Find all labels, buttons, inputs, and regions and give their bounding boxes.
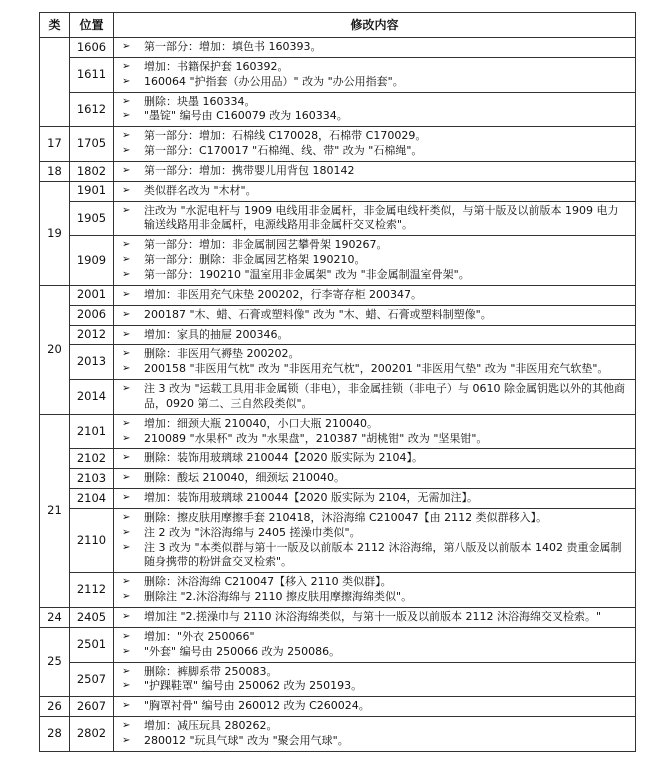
revision-text: 增加注 "2.搓澡巾与 2110 沐浴海绵类似，与第十一版及以前版本 2112 沐浴海绵交叉检索。" (144, 610, 602, 623)
revision-text: 第一部分：增加：填色书 160393。 (144, 40, 322, 53)
position-code: 2103 (70, 469, 114, 489)
revision-text: 删除：非医用气褥垫 200202。 (144, 347, 300, 361)
arrow-bullet-icon: ➢ (122, 680, 131, 692)
arrow-bullet-icon: ➢ (122, 700, 131, 712)
position-code: 2001 (70, 285, 114, 305)
revision-item (122, 40, 629, 55)
revision-text: 第一部分：C170017 "石棉绳、线、带" 改为 "石棉绳"。 (144, 144, 423, 158)
arrow-bullet-icon: ➢ (122, 288, 131, 300)
arrow-bullet-icon: ➢ (122, 541, 131, 553)
revision-text: 删除：沐浴海绵 C210047【移入 2110 类似群】。 (144, 575, 392, 589)
position-code: 1606 (70, 38, 114, 58)
revision-text: 增加：装饰用玻璃球 210044【2020 版实际为 2104，无需加注】。 (144, 491, 478, 505)
arrow-bullet-icon: ➢ (122, 511, 131, 523)
position-code: 2104 (70, 489, 114, 509)
revision-text: 增加：书籍保护套 160392。 (144, 59, 289, 73)
revision-item (122, 541, 629, 571)
revision-item (122, 362, 629, 377)
revision-content (114, 449, 636, 469)
revision-content (114, 345, 636, 380)
arrow-bullet-icon: ➢ (122, 328, 131, 340)
arrow-bullet-icon: ➢ (122, 720, 131, 732)
position-code: 2110 (70, 508, 114, 572)
revision-content (114, 127, 636, 162)
revision-item (122, 719, 629, 734)
table-row (40, 345, 636, 380)
revision-item (122, 610, 629, 625)
arrow-bullet-icon: ➢ (122, 383, 131, 395)
revision-item (122, 665, 629, 680)
revision-text: "墨锭" 编号由 C160079 改为 160334。 (144, 109, 348, 123)
arrow-bullet-icon: ➢ (122, 452, 131, 464)
table-row (40, 285, 636, 305)
table-row (40, 573, 636, 608)
revision-text: 删除：裤脚系带 250083。 (144, 664, 278, 678)
arrow-bullet-icon: ➢ (122, 611, 131, 622)
revision-item (122, 129, 629, 144)
arrow-bullet-icon: ➢ (122, 60, 131, 72)
position-code: 2102 (70, 449, 114, 469)
revision-text: "外套" 编号由 250066 改为 250086。 (144, 644, 341, 658)
revision-text: 注 2 改为 "沐浴海绵与 2405 搓澡巾类似"。 (144, 525, 361, 539)
revision-content (114, 305, 636, 325)
revision-text: 删除：装饰用玻璃球 210044【2020 版实际为 2104】。 (144, 451, 423, 465)
arrow-bullet-icon: ➢ (122, 204, 131, 216)
revision-content (114, 38, 636, 58)
arrow-bullet-icon: ➢ (122, 526, 131, 538)
arrow-bullet-icon: ➢ (122, 591, 131, 603)
revision-item (122, 288, 629, 303)
revision-text: 210089 "水果杯" 改为 "水果盘"，210387 "胡桃钳" 改为 "坚果钳"。 (144, 431, 488, 445)
table-row (40, 717, 636, 752)
revision-item (122, 471, 629, 486)
revision-item (122, 268, 629, 283)
revision-item (122, 95, 629, 110)
arrow-bullet-icon: ➢ (122, 75, 131, 87)
arrow-bullet-icon: ➢ (122, 239, 131, 251)
position-code: 2013 (70, 345, 114, 380)
table-row (40, 608, 636, 628)
arrow-bullet-icon: ➢ (122, 432, 131, 444)
table-row (40, 662, 636, 697)
revision-item (122, 491, 629, 506)
position-code: 2101 (70, 414, 114, 449)
revision-item (122, 328, 629, 343)
arrow-bullet-icon: ➢ (122, 184, 131, 196)
revision-text: 类似群名改为 "木材"。 (144, 183, 257, 197)
position-code: 2006 (70, 305, 114, 325)
revision-text: 增加：细颈大瓶 210040，小口大瓶 210040。 (144, 416, 378, 430)
revision-content (114, 573, 636, 608)
position-code: 1612 (70, 92, 114, 127)
position-code: 2802 (70, 717, 114, 752)
position-code: 1705 (70, 127, 114, 162)
revision-item (122, 630, 629, 645)
class-number (40, 38, 70, 127)
table-row (40, 57, 636, 92)
revision-text: 第一部分：删除：非金属园艺格架 190210。 (144, 253, 366, 267)
class-number: 20 (40, 285, 70, 414)
revision-item (122, 451, 629, 466)
revision-text: 第一部分：增加：携带婴儿用背包 180142 (144, 163, 355, 177)
class-number: 28 (40, 717, 70, 752)
table-row (40, 92, 636, 127)
table-row (40, 508, 636, 572)
revision-item (122, 417, 629, 432)
table-row (40, 236, 636, 286)
revision-text: 注 3 改为 "本类似群与第十一版及以前版本 2112 沐浴海绵，第八版及以前版本 1402 贵重金属制随身携带的粉饼盒交叉检索"。 (144, 540, 622, 569)
revision-item (122, 511, 629, 526)
arrow-bullet-icon: ➢ (122, 492, 131, 504)
header-row (40, 13, 636, 38)
revision-text: 280012 "玩具气球" 改为 "聚会用气球"。 (144, 733, 349, 747)
revision-text: 增加：非医用充气床垫 200202，行李寄存柜 200347。 (144, 287, 422, 301)
position-code: 1802 (70, 161, 114, 181)
arrow-bullet-icon: ➢ (122, 268, 131, 280)
revision-item (122, 575, 629, 590)
revision-item (122, 308, 629, 323)
revision-text: "护踝鞋罩" 编号由 250062 改为 250193。 (144, 679, 363, 693)
revision-item (122, 347, 629, 362)
revision-text: 删除：块墨 160334。 (144, 94, 256, 108)
position-code: 1909 (70, 236, 114, 286)
table-row (40, 127, 636, 162)
revision-text: 增加："外衣 250066" (144, 629, 255, 643)
arrow-bullet-icon: ➢ (122, 308, 131, 320)
revision-content (114, 717, 636, 752)
revision-text: 删除：擦皮肤用摩擦手套 210418，沐浴海绵 C210047【由 2112 类似群移入】。 (144, 510, 548, 524)
revision-text: 增加：家具的抽屉 200346。 (144, 327, 289, 341)
table-row (40, 489, 636, 509)
revision-content (114, 469, 636, 489)
revision-text: 第一部分：增加：非金属制园艺攀骨架 190267。 (144, 238, 388, 252)
revision-content (114, 414, 636, 449)
position-code: 2501 (70, 627, 114, 662)
position-code: 2014 (70, 380, 114, 415)
class-number: 19 (40, 181, 70, 285)
revision-text: 第一部分：增加：石棉线 C170028，石棉带 C170029。 (144, 129, 427, 143)
revision-content (114, 662, 636, 697)
revision-content (114, 161, 636, 181)
arrow-bullet-icon: ➢ (122, 734, 131, 746)
table-body (40, 38, 636, 752)
revision-content (114, 92, 636, 127)
arrow-bullet-icon: ➢ (122, 95, 131, 107)
revision-content (114, 201, 636, 236)
revision-item (122, 382, 629, 412)
table-row (40, 161, 636, 181)
arrow-bullet-icon: ➢ (122, 145, 131, 157)
revision-content (114, 325, 636, 345)
revision-item (122, 432, 629, 447)
class-number: 21 (40, 414, 70, 607)
position-code: 2607 (70, 697, 114, 717)
revision-text: 注改为 "水泥电杆与 1909 电线用非金属杆，非金属电线杆类似，与第十版及以前版本 1909 电力输送线路用非金属杆，电源线路用非金属杆交叉检索"。 (144, 203, 619, 232)
revision-content (114, 285, 636, 305)
revision-content (114, 508, 636, 572)
revision-item (122, 184, 629, 199)
revision-content (114, 608, 636, 628)
class-number: 25 (40, 627, 70, 696)
revision-item (122, 109, 629, 124)
revision-item (122, 645, 629, 660)
arrow-bullet-icon: ➢ (122, 472, 131, 484)
revision-text: 160064 "护指套（办公用品）" 改为 "办公用指套"。 (144, 74, 404, 88)
header-class: 类 (40, 13, 70, 38)
revision-item (122, 144, 629, 159)
position-code: 2507 (70, 662, 114, 697)
class-number: 24 (40, 608, 70, 628)
arrow-bullet-icon: ➢ (122, 164, 131, 176)
revision-content (114, 236, 636, 286)
arrow-bullet-icon: ➢ (122, 348, 131, 360)
position-code: 2012 (70, 325, 114, 345)
revision-item (122, 238, 629, 253)
revision-item (122, 734, 629, 749)
position-code: 2405 (70, 608, 114, 628)
class-number: 18 (40, 161, 70, 181)
arrow-bullet-icon: ➢ (122, 417, 131, 429)
arrow-bullet-icon: ➢ (122, 363, 131, 375)
header-position: 位置 (70, 13, 114, 38)
revision-item (122, 204, 629, 234)
revision-text: 注 3 改为 "运载工具用非金属锁（非电），非金属挂锁（非电子）与 0610 除金属钥匙以外的其他商品，0920 第二、三自然段类似"。 (144, 382, 626, 410)
revision-content (114, 181, 636, 201)
revision-item (122, 164, 629, 179)
revision-item (122, 75, 629, 90)
table-row (40, 325, 636, 345)
table-row (40, 201, 636, 236)
table-row (40, 380, 636, 415)
position-code: 1901 (70, 181, 114, 201)
revision-item (122, 526, 629, 541)
revision-text: 删除：酸坛 210040，细颈坛 210040。 (144, 471, 345, 485)
revision-text: 第一部分：190210 "温室用非金属架" 改为 "非金属制温室骨架"。 (144, 267, 470, 281)
table-row (40, 181, 636, 201)
position-code: 1611 (70, 57, 114, 92)
revision-table (39, 12, 636, 752)
arrow-bullet-icon: ➢ (122, 41, 131, 52)
table-row (40, 469, 636, 489)
arrow-bullet-icon: ➢ (122, 665, 131, 677)
arrow-bullet-icon: ➢ (122, 110, 131, 122)
revision-item (122, 60, 629, 75)
revision-content (114, 57, 636, 92)
revision-item (122, 253, 629, 268)
revision-item (122, 679, 629, 694)
arrow-bullet-icon: ➢ (122, 630, 131, 642)
table-row (40, 697, 636, 717)
revision-text: "胸罩衬骨" 编号由 260012 改为 C260024。 (144, 699, 370, 713)
class-number: 26 (40, 697, 70, 717)
revision-content (114, 380, 636, 415)
revision-content (114, 489, 636, 509)
table-row (40, 449, 636, 469)
revision-text: 增加：减压玩具 280262。 (144, 719, 278, 733)
table-row (40, 38, 636, 58)
arrow-bullet-icon: ➢ (122, 645, 131, 657)
header-content: 修改内容 (114, 13, 636, 38)
position-code: 2112 (70, 573, 114, 608)
arrow-bullet-icon: ➢ (122, 130, 131, 142)
class-number: 17 (40, 127, 70, 162)
revision-content (114, 627, 636, 662)
revision-text: 200187 "木、蜡、石膏或塑料像" 改为 "木、蜡、石膏或塑料制塑像"。 (144, 307, 492, 321)
table-row (40, 414, 636, 449)
revision-item (122, 699, 629, 714)
arrow-bullet-icon: ➢ (122, 576, 131, 588)
table-row (40, 305, 636, 325)
revision-text: 200158 "非医用气枕" 改为 "非医用充气枕"，200201 "非医用气垫" 改为 "非医用充气软垫"。 (144, 362, 609, 376)
position-code: 1905 (70, 201, 114, 236)
arrow-bullet-icon: ➢ (122, 254, 131, 266)
revision-content (114, 697, 636, 717)
revision-item (122, 590, 629, 605)
table-row (40, 627, 636, 662)
revision-text: 删除注 "2.沐浴海绵与 2110 擦皮肤用摩擦海绵类似"。 (144, 590, 413, 604)
